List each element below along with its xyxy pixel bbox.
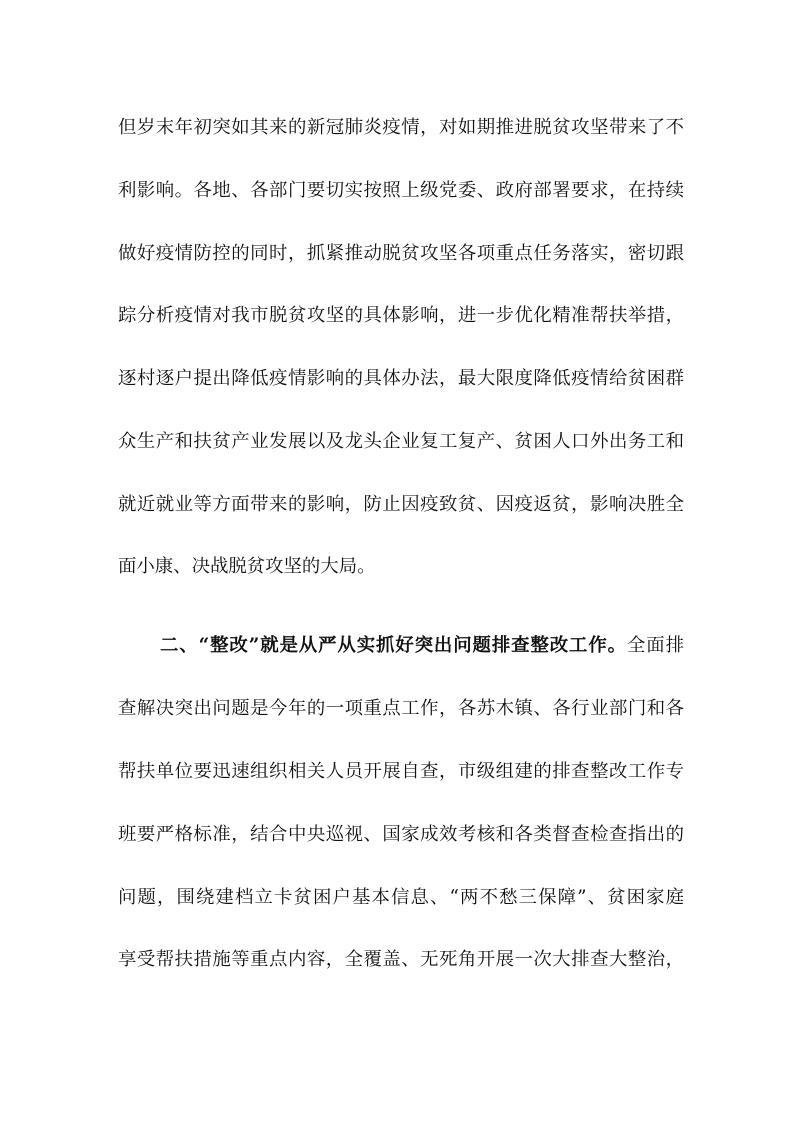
- paragraph-1-line-8: 面小康、决战脱贫攻坚的大局。: [118, 556, 376, 577]
- paragraph-1-line-5: 逐村逐户提出降低疫情影响的具体办法，最大限度降低疫情给贫困群: [118, 368, 684, 389]
- paragraph-1-line-4: 踪分析疫情对我市脱贫攻坚的具体影响，进一步优化精准帮扶举措，: [118, 305, 684, 326]
- paragraph-1-line-6: 众生产和扶贫产业发展以及龙头企业复工复产、贫困人口外出务工和: [118, 431, 684, 452]
- paragraph-2-line-4: 班要严格标准，结合中央巡视、国家成效考核和各类督查检查指出的: [118, 824, 684, 845]
- paragraph-2-line-1-rest: 全面排: [626, 635, 684, 656]
- paragraph-1-line-2: 利影响。各地、各部门要切实按照上级党委、政府部署要求，在持续: [118, 180, 684, 201]
- paragraph-1-line-3: 做好疫情防控的同时，抓紧推动脱贫攻坚各项重点任务落实，密切跟: [118, 243, 684, 264]
- paragraph-2-line-1: [160, 631, 684, 661]
- paragraph-2-line-6: 享受帮扶措施等重点内容，全覆盖、无死角开展一次大排查大整治，: [118, 949, 684, 970]
- paragraph-1-line-1: 但岁末年初突如其来的新冠肺炎疫情，对如期推进脱贫攻坚带来了不: [118, 117, 684, 138]
- paragraph-2-line-3: 帮扶单位要迅速组织相关人员开展自查，市级组建的排查整改工作专: [118, 761, 684, 782]
- section-heading: 二、“整改”就是从严从实抓好突出问题排查整改工作。: [160, 635, 627, 656]
- paragraph-2-line-5: 问题，围绕建档立卡贫困户基本信息、“两不愁三保障”、贫困家庭: [118, 887, 684, 908]
- paragraph-2-line-2: 查解决突出问题是今年的一项重点工作，各苏木镇、各行业部门和各: [118, 698, 684, 719]
- paragraph-1-line-7: 就近就业等方面带来的影响，防止因疫致贫、因疫返贫，影响决胜全: [118, 494, 684, 515]
